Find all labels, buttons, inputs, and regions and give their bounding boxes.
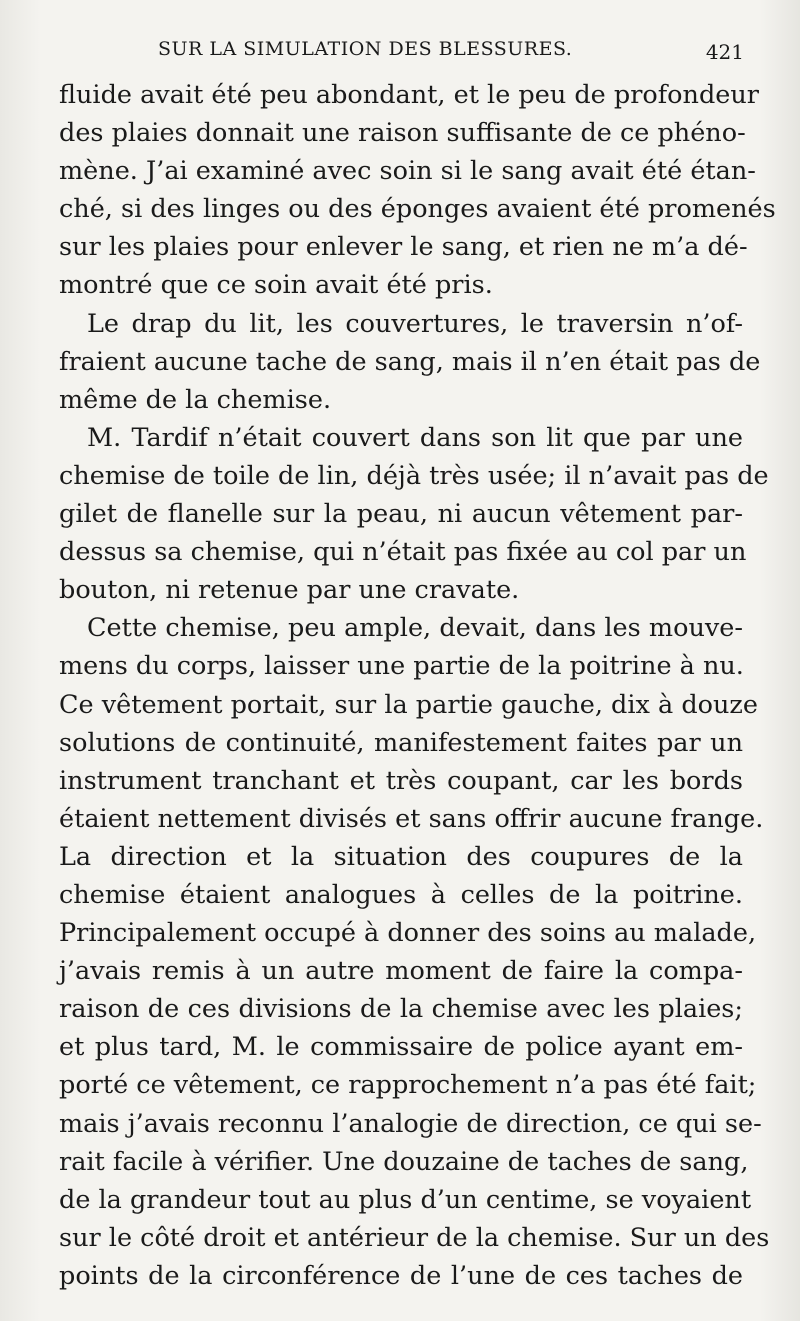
text-line: instrument tranchant et très coupant, car les bords (59, 765, 743, 796)
text-line: montré que ce soin avait été pris. (59, 270, 493, 301)
text-line: des plaies donnait une raison suffisante de ce phéno- (59, 118, 746, 149)
text-line: gilet de flanelle sur la peau, ni aucun vêtement par- (59, 499, 743, 530)
text-line: fluide avait été peu abondant, et le peu de profondeur (59, 80, 759, 110)
text-line: mais j’avais reconnu l’analogie de direction, ce qui se- (59, 1108, 762, 1139)
text-line: ché, si des linges ou des éponges avaient été promenés (59, 194, 776, 225)
text-line: chemise de toile de lin, déjà très usée; il n’avait pas de (59, 460, 769, 491)
text-line: et plus tard, M. le commissaire de police ayant em- (59, 1032, 743, 1063)
text-line: fraient aucune tache de sang, mais il n’en était pas de (59, 346, 761, 377)
running-head: SUR LA SIMULATION DES BLESSURES. (158, 38, 573, 60)
text-line: rait facile à vérifier. Une douzaine de taches de sang, (59, 1146, 749, 1177)
text-line: sur les plaies pour enlever le sang, et rien ne m’a dé- (59, 232, 748, 263)
text-line: M. Tardif n’était couvert dans son lit que par une (87, 422, 743, 453)
text-line: porté ce vêtement, ce rapprochement n’a pas été fait; (59, 1070, 757, 1101)
text-line: bouton, ni retenue par une cravate. (59, 575, 520, 606)
text-line: Principalement occupé à donner des soins au malade, (59, 918, 757, 949)
text-line: mène. J’ai examiné avec soin si le sang avait été étan- (59, 156, 756, 187)
text-line: points de la circonférence de l’une de ces taches de (59, 1260, 743, 1291)
body-text (59, 76, 776, 1295)
page-number: 421 (705, 40, 744, 64)
text-line: solutions de continuité, manifestement faites par un (59, 727, 743, 758)
text-line: j’avais remis à un autre moment de faire la compa- (59, 956, 743, 987)
text-line: sur le côté droit et antérieur de la chemise. Sur un des (59, 1222, 770, 1253)
text-line: Ce vêtement portait, sur la partie gauche, dix à douze (59, 689, 758, 720)
text-line: chemise étaient analogues à celles de la poitrine. (59, 879, 743, 910)
text-line: même de la chemise. (59, 384, 332, 415)
text-line: étaient nettement divisés et sans offrir aucune frange. (59, 803, 764, 834)
text-line: mens du corps, laisser une partie de la poitrine à nu. (59, 651, 744, 682)
text-line: Cette chemise, peu ample, devait, dans les mouve- (87, 613, 743, 644)
page-header (60, 36, 750, 76)
text-line: Le drap du lit, les couvertures, le traversin n’of- (87, 308, 743, 339)
text-line: raison de ces divisions de la chemise avec les plaies; (59, 994, 743, 1025)
text-line: de la grandeur tout au plus d’un centime, se voyaient (59, 1184, 752, 1215)
text-line: dessus sa chemise, qui n’était pas fixée au col par un (59, 537, 747, 568)
text-line: La direction et la situation des coupures de la (59, 841, 743, 872)
